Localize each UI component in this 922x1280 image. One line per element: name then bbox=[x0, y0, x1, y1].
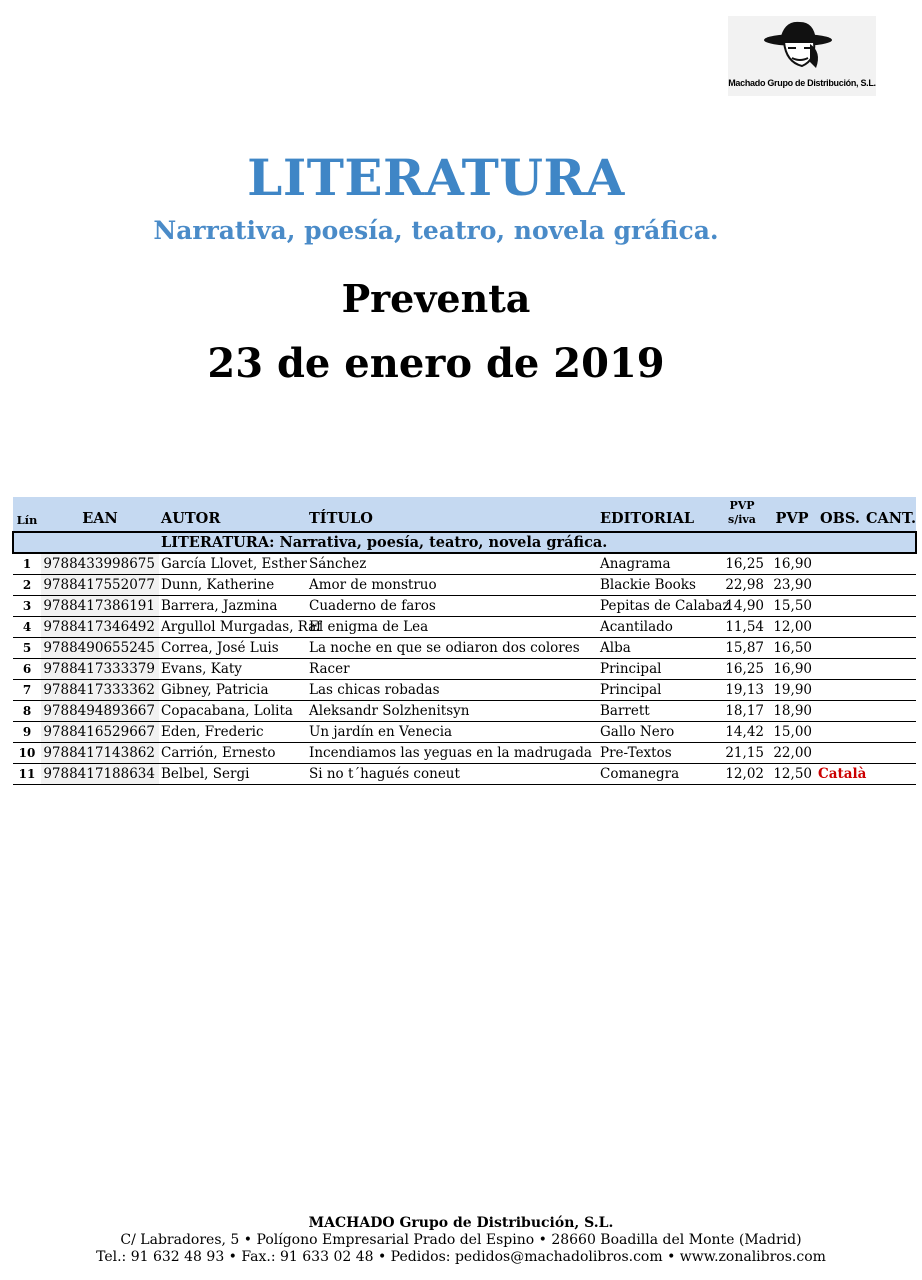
cell-autor: Dunn, Katherine bbox=[159, 575, 307, 596]
cell-cant bbox=[864, 617, 916, 638]
cell-pvp: 15,50 bbox=[768, 596, 816, 617]
cell-cant bbox=[864, 553, 916, 575]
table-row bbox=[13, 764, 916, 785]
cell-cant bbox=[864, 701, 916, 722]
cell-ean: 9788417188634 bbox=[41, 764, 159, 785]
cell-lin: 5 bbox=[13, 638, 41, 659]
table-row bbox=[13, 638, 916, 659]
cell-pvp: 12,50 bbox=[768, 764, 816, 785]
cell-obs bbox=[816, 638, 864, 659]
cell-obs bbox=[816, 596, 864, 617]
company-logo bbox=[728, 16, 876, 96]
cell-obs bbox=[816, 743, 864, 764]
cell-ean: 9788417386191 bbox=[41, 596, 159, 617]
cell-lin: 4 bbox=[13, 617, 41, 638]
col-pvp-siva-line1: PVP bbox=[729, 499, 755, 512]
cell-pvp-siva: 22,98 bbox=[716, 575, 768, 596]
cell-obs bbox=[816, 701, 864, 722]
machado-portrait-icon bbox=[758, 18, 844, 76]
cell-autor: Correa, José Luis bbox=[159, 638, 307, 659]
cell-ean: 9788433998675 bbox=[41, 553, 159, 575]
col-autor: AUTOR bbox=[159, 497, 307, 532]
cell-autor: Eden, Frederic bbox=[159, 722, 307, 743]
cell-ean: 9788417552077 bbox=[41, 575, 159, 596]
table-row bbox=[13, 722, 916, 743]
table-header bbox=[13, 497, 916, 532]
cell-editorial: Alba bbox=[598, 638, 716, 659]
cell-cant bbox=[864, 743, 916, 764]
cell-pvp-siva: 21,15 bbox=[716, 743, 768, 764]
cell-lin: 6 bbox=[13, 659, 41, 680]
cell-lin: 9 bbox=[13, 722, 41, 743]
cell-autor: Evans, Katy bbox=[159, 659, 307, 680]
cell-ean: 9788494893667 bbox=[41, 701, 159, 722]
cell-pvp: 18,90 bbox=[768, 701, 816, 722]
cell-editorial: Pre-Textos bbox=[598, 743, 716, 764]
cell-obs bbox=[816, 617, 864, 638]
col-pvp: PVP bbox=[768, 497, 816, 532]
preventa-heading: Preventa bbox=[341, 276, 531, 321]
cell-cant bbox=[864, 764, 916, 785]
cell-pvp: 16,90 bbox=[768, 659, 816, 680]
cell-pvp: 16,90 bbox=[768, 553, 816, 575]
col-obs: OBS. bbox=[816, 497, 864, 532]
table-row bbox=[13, 680, 916, 701]
cell-pvp-siva: 16,25 bbox=[716, 553, 768, 575]
cell-cant bbox=[864, 659, 916, 680]
col-editorial: EDITORIAL bbox=[598, 497, 716, 532]
cell-ean: 9788417346492 bbox=[41, 617, 159, 638]
table-row bbox=[13, 575, 916, 596]
cell-cant bbox=[864, 638, 916, 659]
cell-autor: Copacabana, Lolita bbox=[159, 701, 307, 722]
cell-lin: 8 bbox=[13, 701, 41, 722]
section-row bbox=[13, 532, 916, 553]
cell-titulo: Cuaderno de faros bbox=[307, 596, 598, 617]
cell-ean: 9788416529667 bbox=[41, 722, 159, 743]
footer-company: MACHADO Grupo de Distribución, S.L. bbox=[308, 1215, 614, 1231]
cell-cant bbox=[864, 680, 916, 701]
cell-titulo: La noche en que se odiaron dos colores bbox=[307, 638, 598, 659]
cell-titulo: El enigma de Lea bbox=[307, 617, 598, 638]
cell-lin: 11 bbox=[13, 764, 41, 785]
release-date: 23 de enero de 2019 bbox=[207, 340, 665, 387]
cell-titulo: Amor de monstruo bbox=[307, 575, 598, 596]
cell-autor: Gibney, Patricia bbox=[159, 680, 307, 701]
cell-pvp: 12,00 bbox=[768, 617, 816, 638]
cell-titulo: Si no t´hagués coneut bbox=[307, 764, 598, 785]
cell-obs bbox=[816, 659, 864, 680]
col-titulo: TÍTULO bbox=[307, 497, 598, 532]
cell-obs: Català bbox=[816, 764, 864, 785]
cell-autor: García Llovet, Esther bbox=[159, 553, 307, 575]
footer bbox=[0, 1215, 922, 1266]
cell-autor: Argullol Murgadas, Raf bbox=[159, 617, 307, 638]
table-row bbox=[13, 701, 916, 722]
cell-cant bbox=[864, 575, 916, 596]
cell-titulo: Las chicas robadas bbox=[307, 680, 598, 701]
section-label: LITERATURA: Narrativa, poesía, teatro, novela gráfica. bbox=[159, 532, 864, 553]
cell-editorial: Comanegra bbox=[598, 764, 716, 785]
cell-obs bbox=[816, 680, 864, 701]
table-row bbox=[13, 617, 916, 638]
cell-cant bbox=[864, 596, 916, 617]
cell-pvp-siva: 12,02 bbox=[716, 764, 768, 785]
cell-pvp: 19,90 bbox=[768, 680, 816, 701]
cell-editorial: Blackie Books bbox=[598, 575, 716, 596]
col-lin: Lín bbox=[13, 497, 41, 532]
cell-autor: Belbel, Sergi bbox=[159, 764, 307, 785]
table-row bbox=[13, 596, 916, 617]
catalog-table bbox=[12, 497, 917, 785]
cell-lin: 7 bbox=[13, 680, 41, 701]
cell-lin: 3 bbox=[13, 596, 41, 617]
cell-pvp-siva: 19,13 bbox=[716, 680, 768, 701]
cell-editorial: Barrett bbox=[598, 701, 716, 722]
cell-editorial: Pepitas de Calabaz bbox=[598, 596, 716, 617]
cell-pvp-siva: 11,54 bbox=[716, 617, 768, 638]
cell-pvp: 22,00 bbox=[768, 743, 816, 764]
cell-ean: 9788417143862 bbox=[41, 743, 159, 764]
cell-lin: 10 bbox=[13, 743, 41, 764]
cell-obs bbox=[816, 553, 864, 575]
cell-titulo: Racer bbox=[307, 659, 598, 680]
cell-autor: Carrión, Ernesto bbox=[159, 743, 307, 764]
cell-pvp-siva: 14,42 bbox=[716, 722, 768, 743]
table-row bbox=[13, 553, 916, 575]
cell-pvp-siva: 15,87 bbox=[716, 638, 768, 659]
logo-text: Machado Grupo de Distribución, S.L. bbox=[728, 78, 876, 88]
cell-pvp-siva: 16,25 bbox=[716, 659, 768, 680]
cell-ean: 9788417333362 bbox=[41, 680, 159, 701]
cell-pvp-siva: 14,90 bbox=[716, 596, 768, 617]
page-title: LITERATURA bbox=[247, 148, 625, 207]
footer-contact: Tel.: 91 632 48 93 • Fax.: 91 633 02 48 • Pedidos: pedidos@machadolibros.com • www.zonalibros.com bbox=[96, 1249, 826, 1265]
cell-pvp: 16,50 bbox=[768, 638, 816, 659]
cell-titulo: Sánchez bbox=[307, 553, 598, 575]
cell-editorial: Anagrama bbox=[598, 553, 716, 575]
cell-titulo: Aleksandr Solzhenitsyn bbox=[307, 701, 598, 722]
cell-titulo: Un jardín en Venecia bbox=[307, 722, 598, 743]
cell-titulo: Incendiamos las yeguas en la madrugada bbox=[307, 743, 598, 764]
cell-editorial: Acantilado bbox=[598, 617, 716, 638]
col-cant: CANT. bbox=[864, 497, 916, 532]
table-row bbox=[13, 743, 916, 764]
cell-lin: 2 bbox=[13, 575, 41, 596]
cell-ean: 9788490655245 bbox=[41, 638, 159, 659]
footer-address: C/ Labradores, 5 • Polígono Empresarial Prado del Espino • 28660 Boadilla del Monte (Madrid) bbox=[120, 1232, 802, 1248]
page-subtitle: Narrativa, poesía, teatro, novela gráfica. bbox=[153, 216, 719, 245]
cell-obs bbox=[816, 575, 864, 596]
cell-editorial: Principal bbox=[598, 680, 716, 701]
table-row bbox=[13, 659, 916, 680]
cell-obs bbox=[816, 722, 864, 743]
cell-pvp: 23,90 bbox=[768, 575, 816, 596]
col-pvp-siva-line2: s/iva bbox=[728, 513, 756, 526]
cell-editorial: Gallo Nero bbox=[598, 722, 716, 743]
cell-lin: 1 bbox=[13, 553, 41, 575]
cell-pvp-siva: 18,17 bbox=[716, 701, 768, 722]
cell-pvp: 15,00 bbox=[768, 722, 816, 743]
col-ean: EAN bbox=[41, 497, 159, 532]
cell-autor: Barrera, Jazmina bbox=[159, 596, 307, 617]
col-pvp-siva bbox=[716, 497, 768, 532]
cell-editorial: Principal bbox=[598, 659, 716, 680]
cell-ean: 9788417333379 bbox=[41, 659, 159, 680]
cell-cant bbox=[864, 722, 916, 743]
